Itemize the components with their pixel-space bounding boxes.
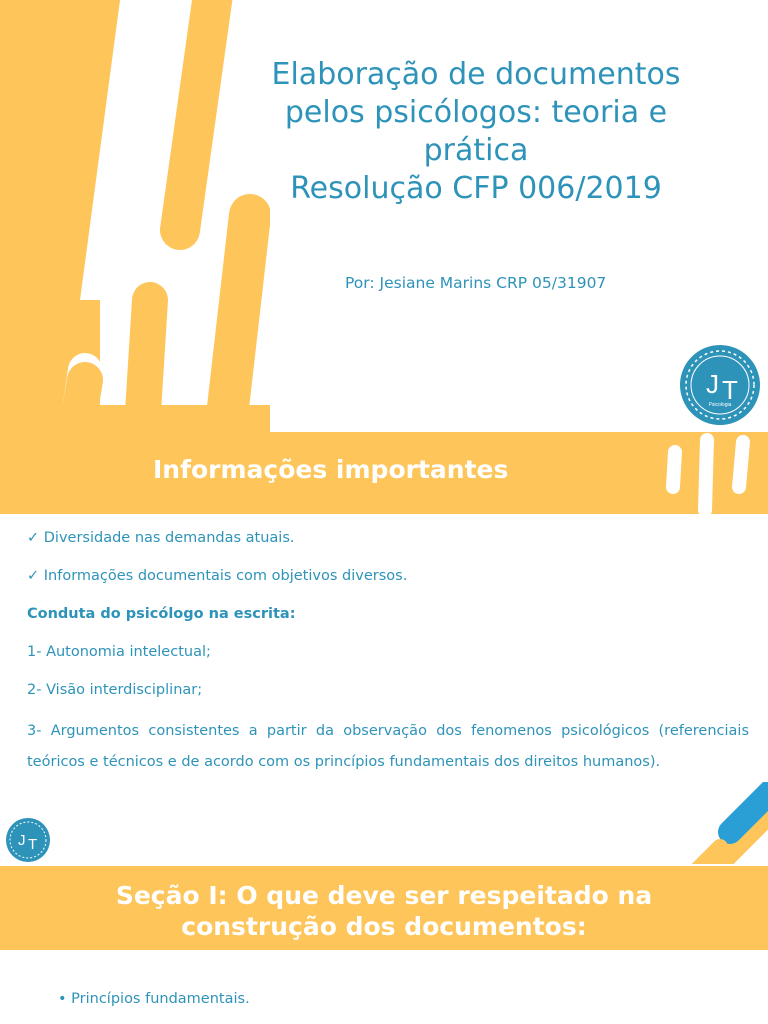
numbered-point: 1- Autonomia intelectual; [27, 644, 211, 660]
svg-text:J: J [18, 832, 26, 849]
jt-logo-icon [4, 816, 52, 864]
svg-text:T: T [722, 375, 738, 405]
svg-text:J: J [706, 369, 719, 399]
subheading: Conduta do psicólogo na escrita: [27, 606, 296, 622]
numbered-point: 2- Visão interdisciplinar; [27, 682, 203, 698]
title-line: Resolução CFP 006/2019 [290, 171, 662, 206]
heading-line: Seção I: O que deve ser respeitado na [115, 881, 653, 910]
info-slide [0, 432, 768, 864]
heading-band [0, 866, 768, 950]
jt-logo-icon [678, 343, 762, 427]
title-line: pelos psicólogos: teoria e [284, 95, 668, 130]
decorative-stripes [680, 782, 768, 864]
title-line: Elaboração de documentos [271, 57, 681, 92]
author-credit: Por: Jesiane Marins CRP 05/31907 [345, 274, 607, 292]
decorative-stripes [0, 0, 270, 432]
slide-heading: Informações importantes [153, 455, 509, 484]
check-item: ✓ Informações documentais com objetivos diversos. [27, 568, 408, 584]
bullet-item: • Princípios fundamentais. [58, 991, 250, 1007]
presentation-title [236, 56, 716, 208]
heading-band [0, 432, 768, 514]
svg-text:Psicologia: Psicologia [708, 402, 732, 408]
heading-line: construção dos documentos: [181, 912, 587, 941]
title-line: prática [423, 133, 529, 168]
section-heading [0, 880, 768, 942]
numbered-point: 3- Argumentos consistentes a partir da observação dos fenomenos psicológicos (referenciais teóricos e técnicos e de acordo com os princípios fundamentais dos direitos humanos). [27, 723, 749, 770]
title-slide [0, 0, 768, 432]
svg-text:T: T [28, 836, 38, 853]
decorative-stripes [655, 432, 768, 514]
check-item: ✓ Diversidade nas demandas atuais. [27, 530, 295, 546]
section-slide [0, 864, 768, 1024]
